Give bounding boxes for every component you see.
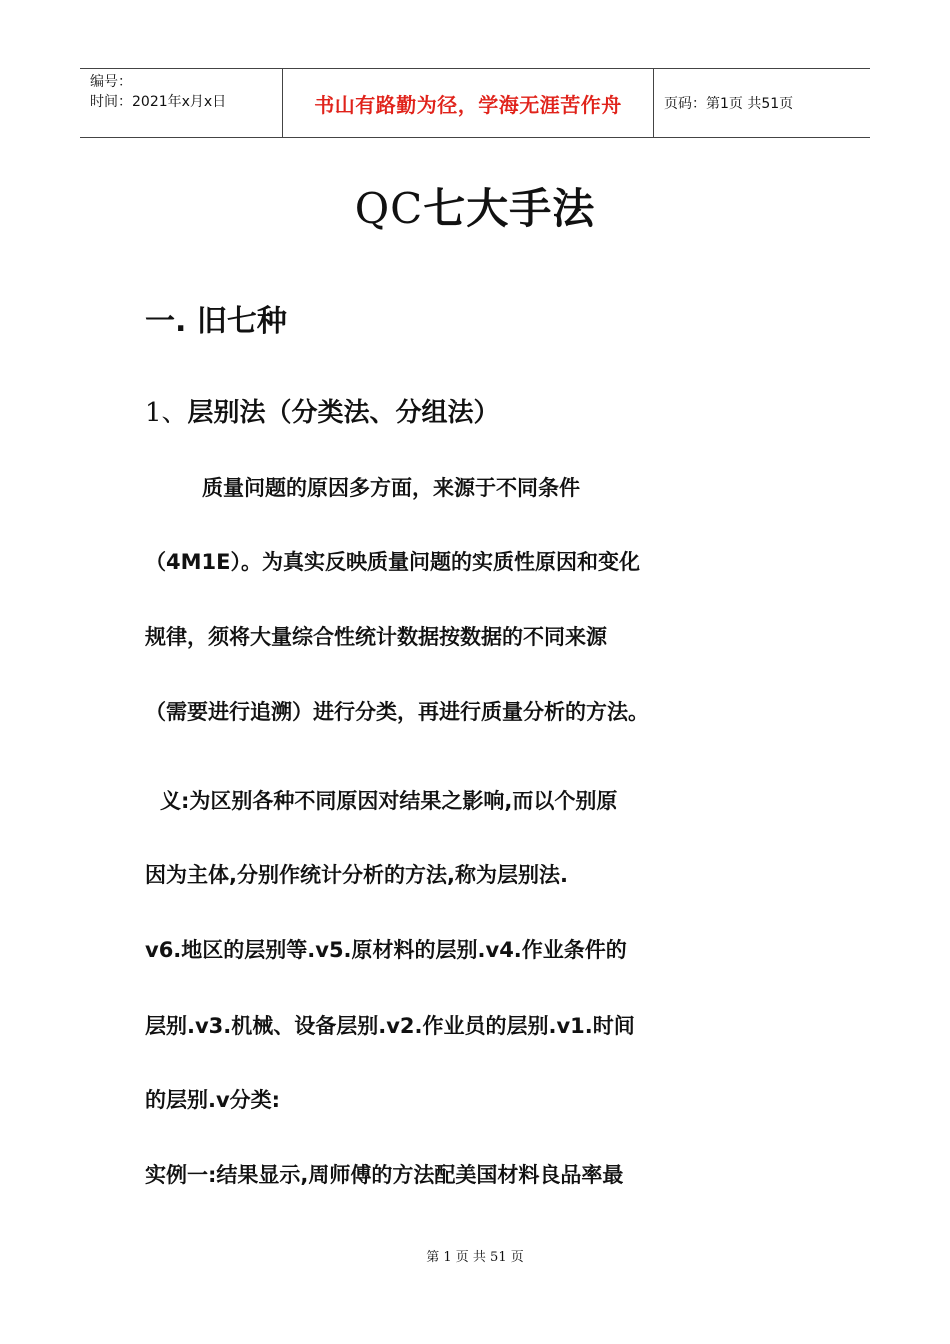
title-latin: QC bbox=[354, 184, 424, 233]
example-line: 实例一:结果显示,周师傅的方法配美国材料良品率最 bbox=[145, 1163, 624, 1187]
motto-text: 书山有路勤为径，学海无涯苦作舟 bbox=[314, 92, 622, 117]
paragraph-line: 义:为区别各种不同原因对结果之影响,而以个别原 bbox=[160, 789, 618, 813]
header-motto-cell bbox=[282, 69, 654, 137]
page-info: 页码：第1页 共51页 bbox=[664, 96, 794, 112]
paragraph-line: 层别.v3.机械、设备层别.v2.作业员的层别.v1.时间 bbox=[145, 1014, 635, 1038]
paragraph-line: 的层别.v分类: bbox=[145, 1088, 281, 1112]
paragraph-line: 质量问题的原因多方面，来源于不同条件 bbox=[202, 476, 580, 500]
title-chinese: 七大手法 bbox=[423, 184, 596, 233]
paragraph-line: v6.地区的层别等.v5.原材料的层别.v4.作业条件的 bbox=[145, 938, 627, 962]
section-heading: 一. 旧七种 bbox=[145, 304, 287, 339]
page-footer: 第 1 页 共 51 页 bbox=[426, 1250, 524, 1265]
header-meta-cell bbox=[80, 69, 282, 137]
paragraph-line: （4M1E）。为真实反映质量问题的实质性原因和变化 bbox=[145, 550, 640, 574]
serial-number-label: 编号： bbox=[90, 74, 132, 90]
paragraph-line: 规律，须将大量综合性统计数据按数据的不同来源 bbox=[145, 625, 607, 649]
page-title bbox=[0, 176, 950, 236]
paragraph-line: 因为主体,分别作统计分析的方法,称为层别法. bbox=[145, 863, 568, 887]
subsection-number: 1、 bbox=[145, 398, 188, 428]
date-label: 时间：2021年x月x日 bbox=[90, 94, 227, 110]
header-page-cell bbox=[654, 69, 870, 137]
subsection-heading bbox=[145, 392, 500, 429]
document-header-table bbox=[80, 68, 870, 138]
subsection-title: 层别法（分类法、分组法） bbox=[187, 398, 500, 428]
paragraph-line: （需要进行追溯）进行分类，再进行质量分析的方法。 bbox=[145, 700, 649, 724]
